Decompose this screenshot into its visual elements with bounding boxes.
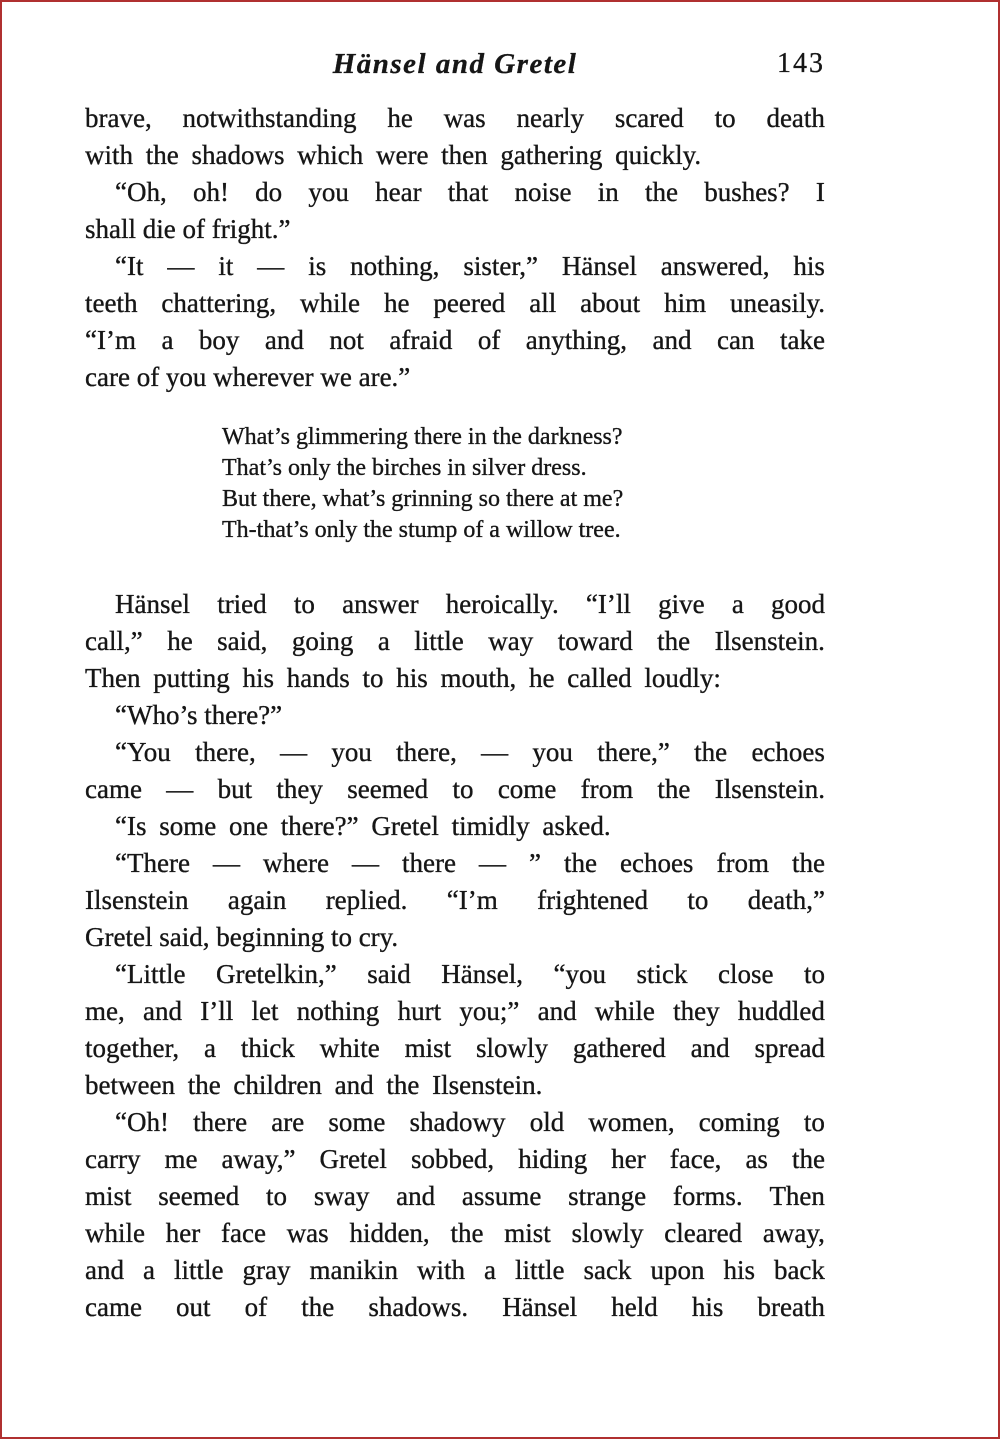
text-line: brave, notwithstanding he was nearly scared to death <box>85 103 825 133</box>
text-line: mist seemed to sway and assume strange forms. Then <box>85 1181 825 1211</box>
text-line: “I’m a boy and not afraid of anything, and can take <box>85 325 825 355</box>
text-line: “It — it — is nothing, sister,” Hänsel answered, his <box>115 251 825 281</box>
text-line: between the children and the Ilsenstein. <box>85 1070 543 1100</box>
text-line: and a little gray manikin with a little sack upon his back <box>85 1255 825 1285</box>
text-line: “Oh! there are some shadowy old women, coming to <box>115 1107 825 1137</box>
verse-line: Th-that’s only the stump of a willow tree. <box>222 517 621 543</box>
text-line: shall die of fright.” <box>85 214 291 244</box>
text-line: Then putting his hands to his mouth, he called loudly: <box>85 663 721 693</box>
page-number: 143 <box>777 48 825 79</box>
verse-line: But there, what’s grinning so there at me? <box>222 486 624 512</box>
scan-edge-left <box>0 0 2 1439</box>
text-line: “There — where — there — ” the echoes from the <box>115 848 825 878</box>
page-title: Hänsel and Gretel <box>332 48 578 80</box>
text-line: teeth chattering, while he peered all about him uneasily. <box>85 288 825 318</box>
text-column <box>85 100 825 1326</box>
text-line: carry me away,” Gretel sobbed, hiding her face, as the <box>85 1144 825 1174</box>
text-line: “Oh, oh! do you hear that noise in the bushes? I <box>115 177 825 207</box>
text-line: Ilsenstein again replied. “I’m frightened to death,” <box>85 885 825 915</box>
text-line: with the shadows which were then gathering quickly. <box>85 140 702 170</box>
verse-block <box>222 422 825 546</box>
text-line: came — but they seemed to come from the Ilsenstein. <box>85 774 825 804</box>
text-line: care of you wherever we are.” <box>85 362 411 392</box>
text-line: call,” he said, going a little way toward the Ilsenstein. <box>85 626 825 656</box>
text-line: Gretel said, beginning to cry. <box>85 922 399 952</box>
running-head <box>85 46 825 86</box>
text-line: “You there, — you there, — you there,” the echoes <box>115 737 825 767</box>
verse-line: What’s glimmering there in the darkness? <box>222 424 623 450</box>
scan-edge-top <box>0 0 1000 2</box>
text-line: me, and I’ll let nothing hurt you;” and while they huddled <box>85 996 825 1026</box>
text-line: “Little Gretelkin,” said Hänsel, “you stick close to <box>115 959 825 989</box>
text-line: Hänsel tried to answer heroically. “I’ll give a good <box>115 589 825 619</box>
text-line: while her face was hidden, the mist slowly cleared away, <box>85 1218 825 1248</box>
text-line: “Is some one there?” Gretel timidly asked. <box>115 811 611 841</box>
text-line: “Who’s there?” <box>115 700 283 730</box>
text-line: together, a thick white mist slowly gathered and spread <box>85 1033 825 1063</box>
verse-line: That’s only the birches in silver dress. <box>222 455 587 481</box>
text-line: came out of the shadows. Hänsel held his breath <box>85 1292 825 1322</box>
